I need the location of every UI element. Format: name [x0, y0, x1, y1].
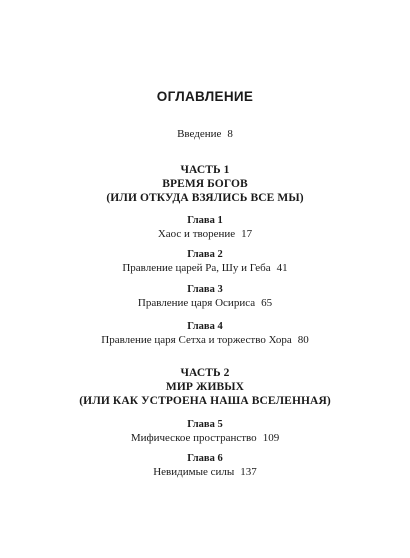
part-2-label: ЧАСТЬ 2 — [180, 367, 230, 379]
chapter-6-label: Глава 6 — [187, 453, 223, 464]
toc-entry-intro — [0, 127, 410, 141]
chapter-5-entry — [0, 431, 410, 445]
chapter-1-title: Хаос и творение — [157, 228, 236, 240]
chapter-3-page: 65 — [261, 297, 273, 309]
part-1-subtitle: (ИЛИ ОТКУДА ВЗЯЛИСЬ ВСЕ МЫ) — [106, 192, 304, 204]
chapter-1-entry — [0, 227, 410, 241]
chapter-2-title: Правление царей Ра, Шу и Геба — [122, 262, 271, 274]
intro-label: Введение — [177, 128, 222, 140]
toc-title: ОГЛАВЛЕНИЕ — [156, 89, 254, 104]
chapter-4-entry — [0, 333, 410, 347]
chapter-4-label: Глава 4 — [187, 321, 223, 332]
part-2-subtitle: (ИЛИ КАК УСТРОЕНА НАША ВСЕЛЕННАЯ) — [79, 395, 331, 407]
chapter-6-entry — [0, 465, 410, 479]
chapter-2-entry — [0, 261, 410, 275]
chapter-6-page: 137 — [240, 466, 257, 478]
chapter-5-title: Мифическое пространство — [130, 432, 257, 444]
chapter-1-label: Глава 1 — [187, 215, 223, 226]
intro-page: 8 — [227, 128, 233, 140]
chapter-2-page: 41 — [276, 262, 288, 274]
chapter-2-label: Глава 2 — [187, 249, 223, 260]
part-1-title: ВРЕМЯ БОГОВ — [162, 178, 248, 190]
chapter-3-label: Глава 3 — [187, 284, 223, 295]
chapter-5-label: Глава 5 — [187, 419, 223, 430]
chapter-4-title: Правление царя Сетха и торжество Хора — [101, 334, 292, 346]
chapter-6-title: Невидимые силы — [153, 466, 235, 478]
chapter-4-page: 80 — [297, 334, 309, 346]
chapter-1-page: 17 — [241, 228, 253, 240]
part-1-label: ЧАСТЬ 1 — [180, 164, 230, 176]
chapter-5-page: 109 — [262, 432, 280, 444]
chapter-3-entry — [0, 296, 410, 310]
chapter-3-title: Правление царя Осириса — [137, 297, 256, 309]
part-2-title: МИР ЖИВЫХ — [165, 381, 245, 393]
